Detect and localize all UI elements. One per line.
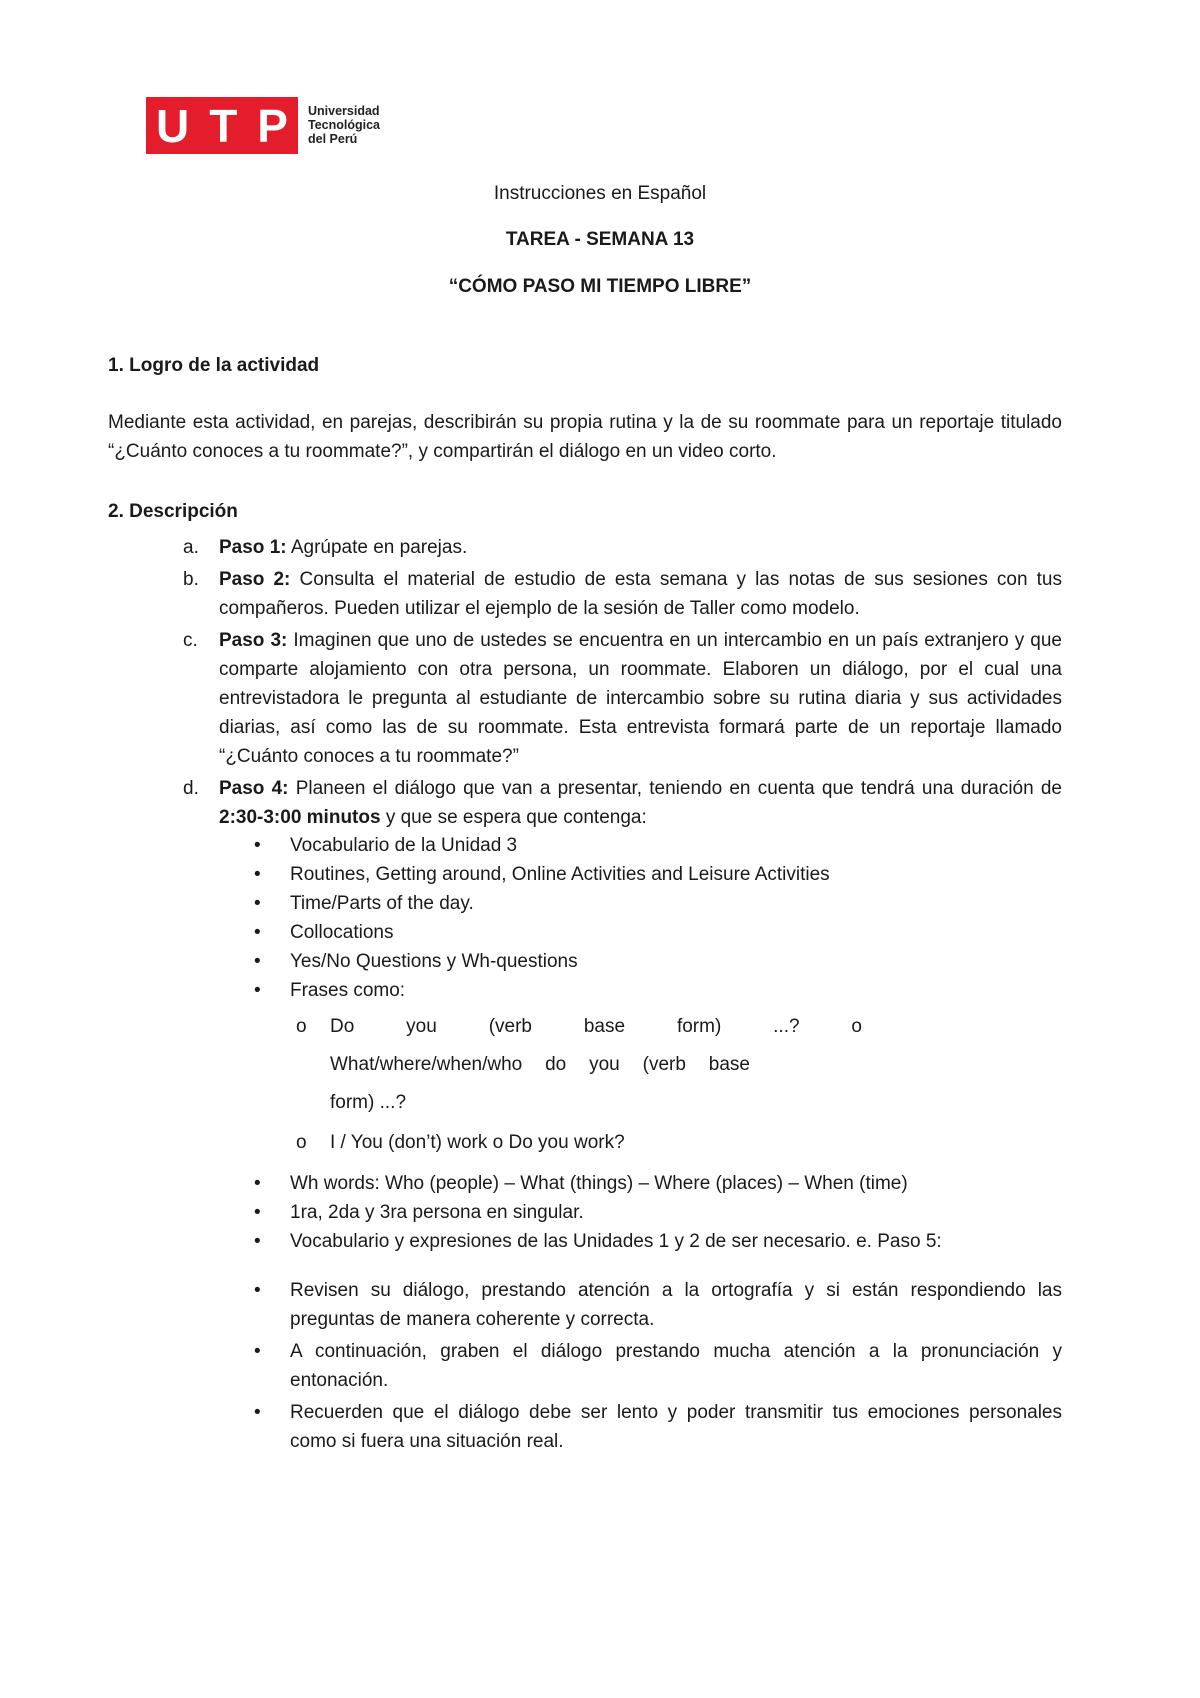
bullet-icon: • bbox=[254, 893, 261, 914]
step-marker: d. bbox=[183, 778, 199, 799]
step-text: Planeen el diálogo que van a presentar, teniendo en cuenta que tendrá una duración de bbox=[288, 778, 1063, 799]
step-text: Imaginen que uno de ustedes se encuentra en un intercambio en un país extranjero y que comparte alojamiento con otra persona, un roommate. Elaboren un diálogo, por el cual una entrevistadora le pregunta al estudiante de intercambio sobre su rutina diaria y sus actividades diarias, así como las de su roommate. Esta entrevista formará parte de un reportaje llamado “¿Cuánto conoces a tu roommate?” bbox=[219, 630, 1062, 767]
step-item bbox=[108, 626, 1062, 771]
step-label: Paso 2: bbox=[219, 569, 291, 590]
logo-wordmark bbox=[308, 104, 380, 146]
bullet-text: Vocabulario y expresiones de las Unidades 1 y 2 de ser necesario. e. Paso 5: bbox=[290, 1231, 942, 1252]
bullet-icon: • bbox=[254, 1402, 261, 1423]
word: do bbox=[545, 1054, 567, 1075]
logo-letter-t: T bbox=[209, 99, 238, 152]
bullet-icon: • bbox=[254, 1231, 261, 1252]
sub-line: form) ...? bbox=[330, 1092, 407, 1113]
steps-list bbox=[108, 533, 1062, 835]
bullet-icon: • bbox=[254, 1202, 261, 1223]
bullet-icon: • bbox=[254, 951, 261, 972]
list-item bbox=[108, 947, 1062, 976]
duration-text: 2:30-3:00 minutos bbox=[219, 807, 381, 828]
bullet-icon: • bbox=[254, 1173, 261, 1194]
bullet-text: Collocations bbox=[290, 922, 394, 943]
sub-line bbox=[330, 1046, 750, 1084]
logo-text-line: Universidad bbox=[308, 104, 380, 118]
bullet-text: Vocabulario de la Unidad 3 bbox=[290, 835, 518, 856]
bullet-icon: • bbox=[254, 980, 261, 1001]
word: ...? bbox=[773, 1016, 800, 1037]
utp-logo bbox=[146, 97, 380, 154]
bullet-text: Yes/No Questions y Wh-questions bbox=[290, 951, 578, 972]
step-item bbox=[108, 533, 1062, 562]
word: you bbox=[589, 1054, 620, 1075]
word: (verb bbox=[642, 1054, 686, 1075]
bullet-text: Recuerden que el diálogo debe ser lento y poder transmitir tus emociones personales como si fuera una situación real. bbox=[290, 1402, 1062, 1452]
sub-list-item bbox=[108, 1124, 862, 1162]
word: What/where/when/who bbox=[330, 1054, 523, 1075]
word: you bbox=[406, 1016, 437, 1037]
step-text: Consulta el material de estudio de esta semana y las notas de sus sesiones con tus compañeros. Pueden utilizar el ejemplo de la sesión de Taller como modelo. bbox=[219, 569, 1062, 619]
word: base bbox=[583, 1016, 626, 1037]
assignment-subtitle: “CÓMO PASO MI TIEMPO LIBRE” bbox=[448, 276, 752, 297]
section-1-heading bbox=[108, 355, 1062, 377]
list-item bbox=[108, 1198, 1062, 1227]
sub-bullets bbox=[108, 1008, 1062, 1162]
logo-text-line: Tecnológica bbox=[308, 118, 381, 132]
bullet-icon: • bbox=[254, 864, 261, 885]
list-item bbox=[108, 1337, 1062, 1395]
bullet-icon: • bbox=[254, 835, 261, 856]
step-text: y que se espera que contenga: bbox=[380, 807, 647, 828]
step-item bbox=[108, 774, 1062, 832]
bullet-text: 1ra, 2da y 3ra persona en singular. bbox=[290, 1202, 584, 1223]
word: Do bbox=[330, 1016, 355, 1037]
step-marker: c. bbox=[183, 630, 198, 651]
list-item bbox=[108, 831, 1062, 860]
sub-text: I / You (don’t) work o Do you work? bbox=[330, 1132, 625, 1153]
section-1-text: Mediante esta actividad, en parejas, describirán su propia rutina y la de su roommate para un reportaje titulado “¿Cuánto conoces a tu roommate?”, y compartirán el diálogo en un video corto. bbox=[108, 412, 1062, 462]
section-2-heading bbox=[108, 501, 1062, 523]
bullet-text: Frases como: bbox=[290, 980, 406, 1001]
step-item bbox=[108, 565, 1062, 623]
step-marker: a. bbox=[183, 537, 199, 558]
extra-bullets bbox=[108, 1169, 1062, 1256]
sub-list-item bbox=[108, 1008, 862, 1122]
bullet-icon: • bbox=[254, 922, 261, 943]
section-heading: 2. Descripción bbox=[108, 501, 238, 522]
paso-5-bullets bbox=[108, 1276, 1062, 1456]
list-item bbox=[108, 1169, 1062, 1198]
step-text: Agrúpate en parejas. bbox=[286, 537, 468, 558]
step-label: Paso 4: bbox=[219, 778, 289, 799]
bullet-text: A continuación, graben el diálogo prestando mucha atención a la pronunciación y entonación. bbox=[290, 1341, 1062, 1391]
list-item bbox=[108, 860, 1062, 889]
bullet-icon: • bbox=[254, 1341, 261, 1362]
sub-line bbox=[330, 1008, 862, 1046]
step-label: Paso 3: bbox=[219, 630, 288, 651]
sub-bullet-icon: o bbox=[296, 1132, 307, 1153]
list-item bbox=[108, 889, 1062, 918]
step-label: Paso 1: bbox=[219, 537, 287, 558]
list-item bbox=[108, 918, 1062, 947]
list-item bbox=[108, 1227, 1062, 1256]
logo-text-line: del Perú bbox=[308, 132, 358, 146]
bullet-text: Time/Parts of the day. bbox=[290, 893, 474, 914]
section-heading: 1. Logro de la actividad bbox=[108, 355, 320, 376]
step-marker: b. bbox=[183, 569, 199, 590]
word: o bbox=[851, 1016, 862, 1037]
logo-letter-p: P bbox=[257, 99, 288, 152]
list-item bbox=[108, 1276, 1062, 1334]
word: form) bbox=[676, 1016, 722, 1037]
bullet-text: Revisen su diálogo, prestando atención a la ortografía y si están respondiendo las preguntas de manera coherente y correcta. bbox=[290, 1280, 1062, 1330]
list-item bbox=[108, 1398, 1062, 1456]
word: base bbox=[708, 1054, 750, 1075]
assignment-title: TAREA - SEMANA 13 bbox=[505, 229, 695, 250]
content-bullets bbox=[108, 831, 1062, 1005]
word: (verb bbox=[488, 1016, 532, 1037]
sub-bullet-icon: o bbox=[296, 1016, 307, 1037]
bullet-text: Routines, Getting around, Online Activities and Leisure Activities bbox=[290, 864, 830, 885]
list-item bbox=[108, 976, 1062, 1005]
logo-letter-u: U bbox=[155, 99, 190, 152]
bullet-text: Wh words: Who (people) – What (things) – Where (places) – When (time) bbox=[290, 1173, 908, 1194]
logo-mark bbox=[146, 97, 298, 154]
instructions-language: Instrucciones en Español bbox=[493, 183, 707, 204]
bullet-icon: • bbox=[254, 1280, 261, 1301]
